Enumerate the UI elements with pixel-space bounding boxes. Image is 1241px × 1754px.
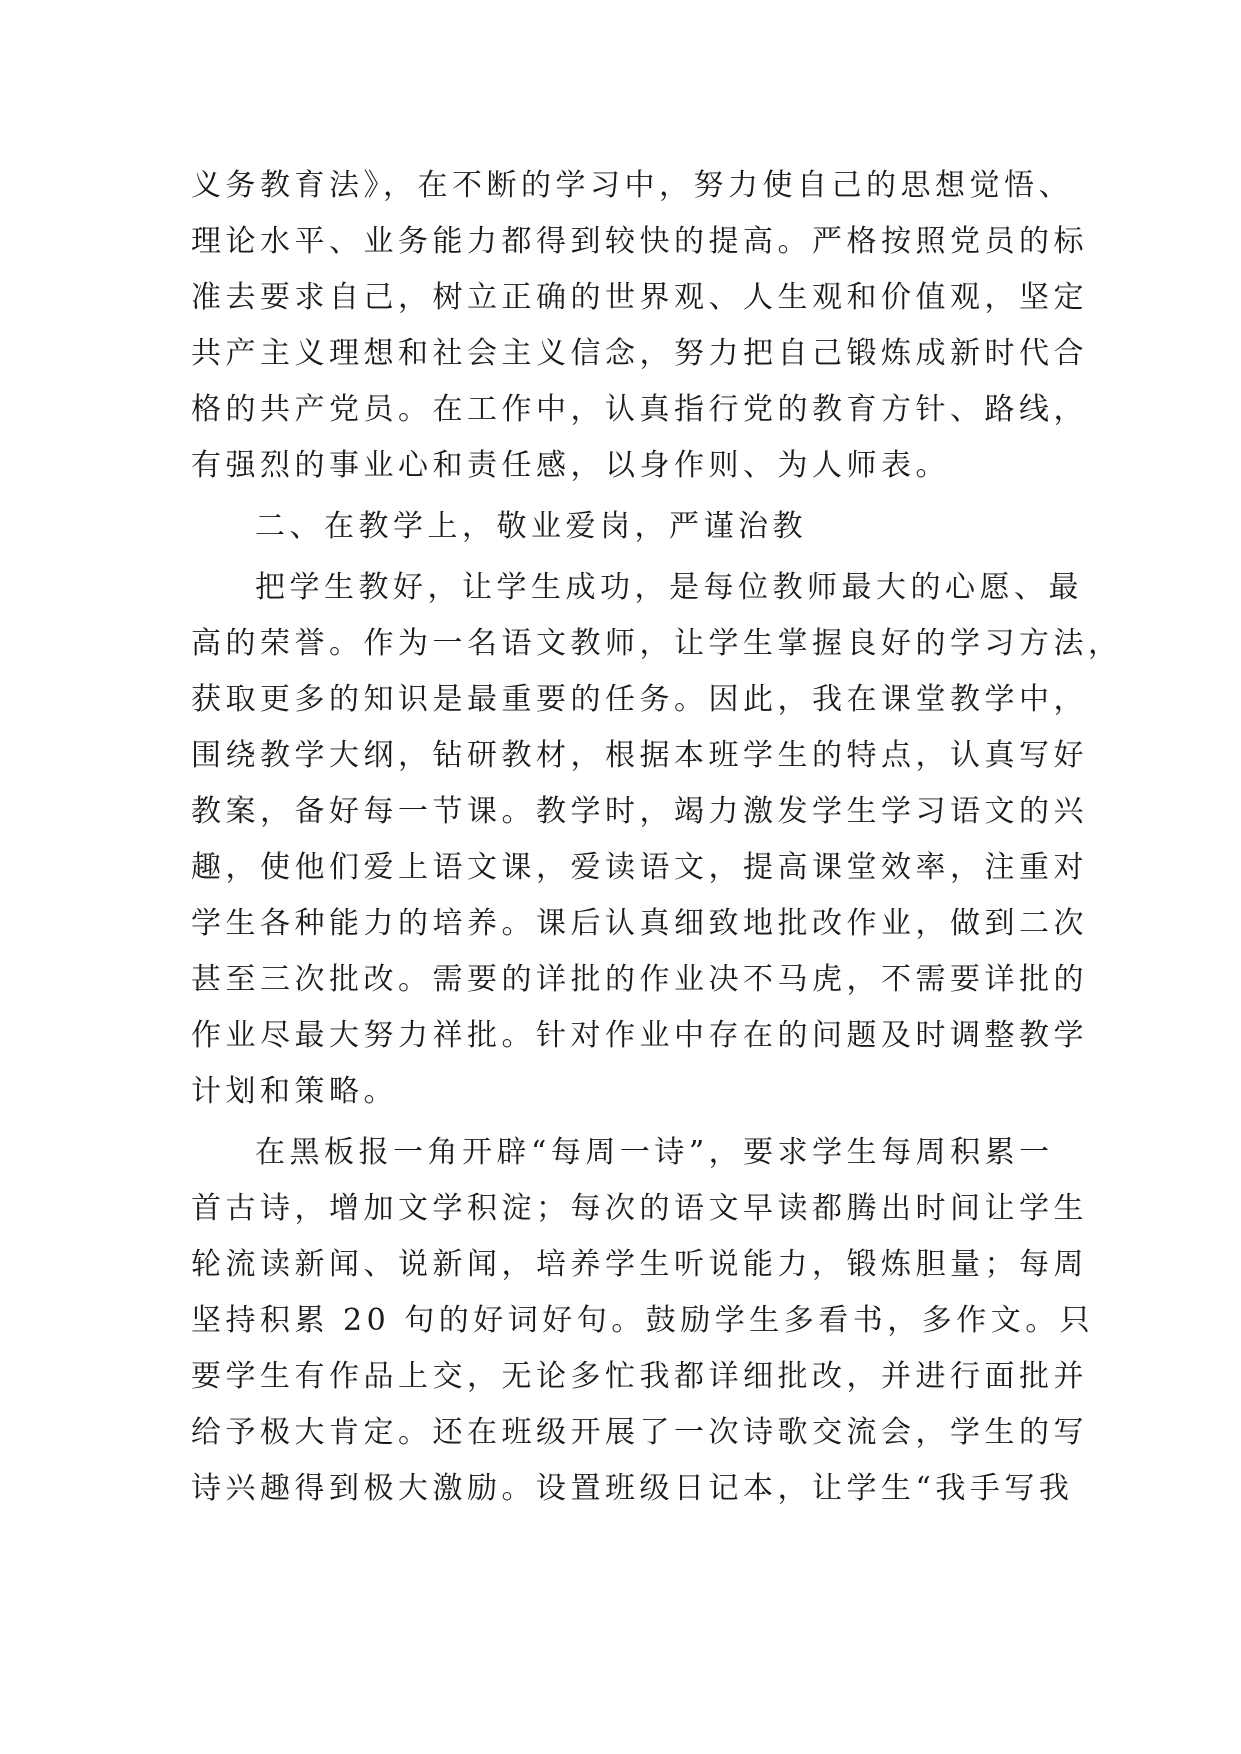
text-line: 学生各种能力的培养。课后认真细致地批改作业，做到二次 (191, 906, 1088, 941)
text-line: 甚至三次批改。需要的详批的作业决不马虎，不需要详批的 (191, 962, 1088, 997)
paragraph-party-study (191, 158, 1088, 494)
text-line: 在黑板报一角开辟“每周一诗”，要求学生每周积累一 (255, 1135, 1054, 1170)
text-line: 共产主义理想和社会主义信念，努力把自己锻炼成新时代合 (191, 336, 1088, 371)
text-line: 轮流读新闻、说新闻，培养学生听说能力，锻炼胆量；每周 (191, 1247, 1088, 1282)
text-line: 义务教育法》，在不断的学习中，努力使自己的思想觉悟、 (191, 168, 1073, 203)
text-line: 有强烈的事业心和责任感，以身作则、为人师表。 (191, 448, 950, 483)
text-line: 理论水平、业务能力都得到较快的提高。严格按照党员的标 (191, 224, 1088, 259)
text-line: 格的共产党员。在工作中，认真指行党的教育方针、路线， (191, 392, 1088, 427)
text-line: 作业尽最大努力祥批。针对作业中存在的问题及时调整教学 (191, 1018, 1088, 1053)
paragraph-activities (191, 1125, 1095, 1517)
text-line: 计划和策略。 (191, 1074, 398, 1109)
text-line: 围绕教学大纲，钻研教材，根据本班学生的特点，认真写好 (191, 738, 1088, 773)
text-line: 把学生教好，让学生成功，是每位教师最大的心愿、最 (255, 570, 1083, 605)
section-heading: 二、在教学上，敬业爱岗，严谨治教 (255, 509, 807, 544)
text-line: 首古诗，增加文学积淀；每次的语文早读都腾出时间让学生 (191, 1191, 1088, 1226)
text-line: 趣，使他们爱上语文课，爱读语文，提高课堂效率，注重对 (191, 850, 1088, 885)
text-line: 要学生有作品上交，无论多忙我都详细批改，并进行面批并 (191, 1359, 1088, 1394)
text-line: 给予极大肯定。还在班级开展了一次诗歌交流会，学生的写 (191, 1415, 1088, 1450)
text-line: 获取更多的知识是最重要的任务。因此，我在课堂教学中， (191, 682, 1088, 717)
text-line: 坚持积累 20 句的好词好句。鼓励学生多看书，多作文。只 (191, 1303, 1095, 1338)
text-line: 高的荣誉。作为一名语文教师，让学生掌握良好的学习方法， (191, 626, 1123, 661)
document-body (191, 158, 1123, 1517)
text-line: 教案，备好每一节课。教学时，竭力激发学生学习语文的兴 (191, 794, 1088, 829)
text-line: 诗兴趣得到极大激励。设置班级日记本，让学生“我手写我 (191, 1471, 1074, 1506)
text-line: 准去要求自己，树立正确的世界观、人生观和价值观，坚定 (191, 280, 1088, 315)
paragraph-teaching (191, 560, 1123, 1120)
